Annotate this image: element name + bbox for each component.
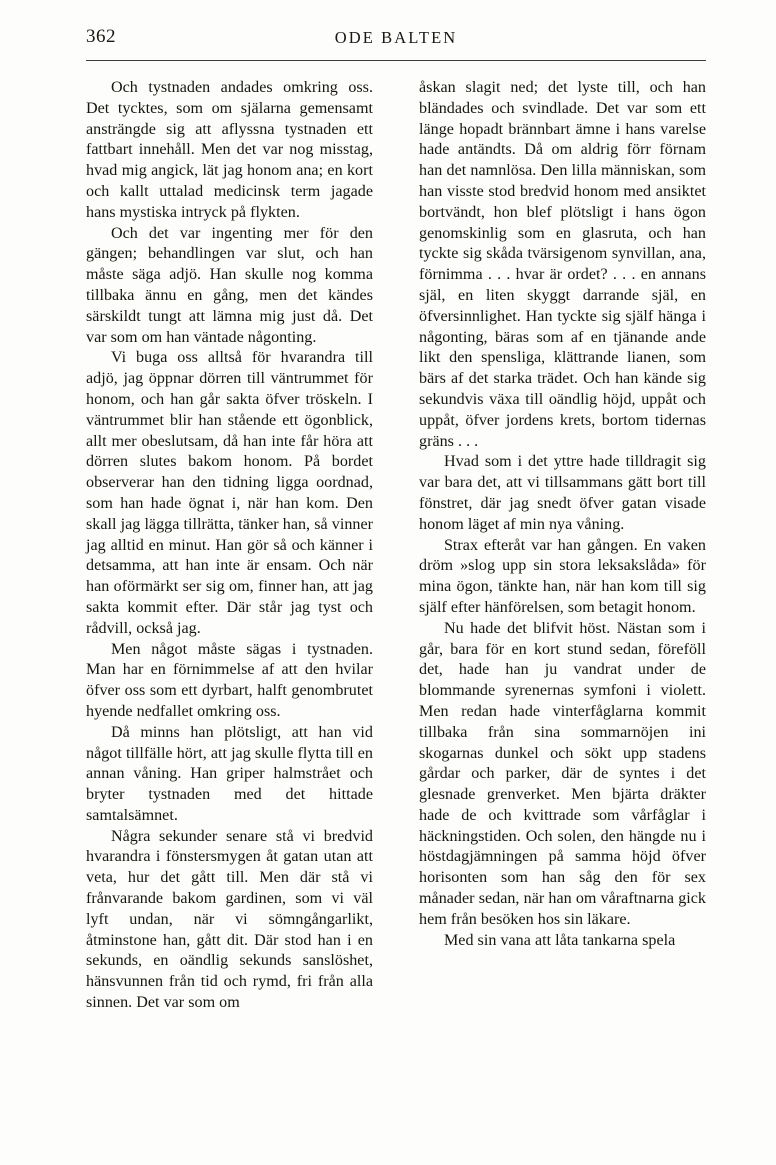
page-number: 362 [86,26,116,47]
paragraph: Några sekunder senare stå vi bredvid hvarandra i fönstersmygen åt gatan utan att veta, hur det gått till. Men där stå vi frånvarande bakom gardinen, som vi väl lyft undan, när vi sömngångarlikt, åtminstone han, gått dit. Där stod han i en sekunds, en oändlig sekunds sanslöshet, hänsvunnen från tid och rymd, fri från alla sinnen. Det var som om [86,827,373,1012]
paragraph: Vi buga oss alltså för hvarandra till adjö, jag öppnar dörren till väntrummet för honom, och han går sakta öfver tröskeln. I väntrummet blir han stående ett ögonblick, allt mer obeslutsam, då han inte får höra att dörren slutes bakom honom. På bordet observerar han den tidning ligga oordnad, som han hade ögnat i, när han kom. Den skall jag lägga tillrätta, tänker han, så vinner jag alltid en minut. Han gör så och känner i detsamma, att han inte är ensam. Och när han oförmärkt ser sig om, finner han, att jag sakta kommit efter. Där står jag tyst och rådvill, också jag. [86,349,373,637]
header-rule [86,60,706,61]
paragraph: Med sin vana att låta tankarna spela [443,931,676,949]
paragraph: Nu hade det blifvit höst. Nästan som i går, bara för en kort stund sedan, föreföll det, hade han ju vandrat under de blommande syrenernas symfoni i violett. Men redan hade vinterfåglarna kommit tillbaka från sina sommarnöjen ini skogarnas dunkel och sökt upp stadens gårdar och parker, där de syntes i det glesnade grenverket. Men bjärta dräkter hade de och kvittrade som vårfåglar i häckningstiden. Och solen, den hängde nu i höstdagjämningen på samma höjd öfver horisonten som han såg den för sex månader sedan, när han om våraftnarna gick hem från besöken hos sin läkare. [419,619,706,928]
running-title: ODE BALTEN [334,28,458,47]
running-head [86,26,706,56]
text-body [86,78,706,1088]
paragraph: Och tystnaden andades omkring oss. Det tycktes, som om själarna gemensamt ansträngde sig att aflyssna tystnaden ett fattbart innehåll. Men det var nog misstag, hvad mig angick, lät jag honom ana; en kort och kallt uttalad medicinsk term jagade hans mystiska intryck på flykten. [86,79,373,221]
paragraph: Strax efteråt var han gången. En vaken dröm »slog upp sin stora leksakslåda» för mina ögon, tänkte han, när han kom till sig själf efter hänförelsen, som betagit honom. [419,536,706,616]
left-column [86,78,373,1088]
paragraph: Och det var ingenting mer för den gängen; behandlingen var slut, och han måste säga adjö. Han skulle nog komma tillbaka ännu en gång, men det kändes särskildt tungt att lämna mig just då. Det var som om han väntade någonting. [86,224,373,346]
paragraph: Då minns han plötsligt, att han vid något tillfälle hört, att jag skulle flytta till en annan våning. Han griper halmstrået och bryter tystnaden med det hittade samtalsämnet. [86,723,373,824]
right-column [419,78,706,1088]
paragraph: Hvad som i det yttre hade tilldragit sig var bara det, att vi tillsammans gätt bort till fönstret, där jag snedt öfver gatan visade honom läget af min nya våning. [419,453,706,533]
paragraph: Men något måste sägas i tystnaden. Man har en förnimmelse af att den hvilar öfver oss som ett dyrbart, halft genombrutet hyende nedfallet omkring oss. [86,640,373,720]
paragraph: åskan slagit ned; det lyste till, och han bländades och svindlade. Det var som ett länge hopadt brännbart ämne i hans varelse hade antändts. Då om aldrig förr förnam han det namnlösa. Den lilla människan, som han visste stod bredvid honom med ansiktet bortvändt, hon blef plötsligt i hans ögon genomskinlig som en glasruta, och han tyckte sig skåda tvärsigenom synvillan, ana, förnimma . . . hvar är ordet? . . . en annans själ, en liten skyggt darrande själ, en öfversinnlighet. Han tyckte sig själf hänga i någonting, bäras som af en tjänande ande likt den spensliga, klättrande lianen, som bärs af det starka trädet. Och han kände sig sekundvis växa till oändlig höjd, uppåt och uppåt, öfver jordens krets, bortom tidernas gräns . . . [419,79,706,450]
